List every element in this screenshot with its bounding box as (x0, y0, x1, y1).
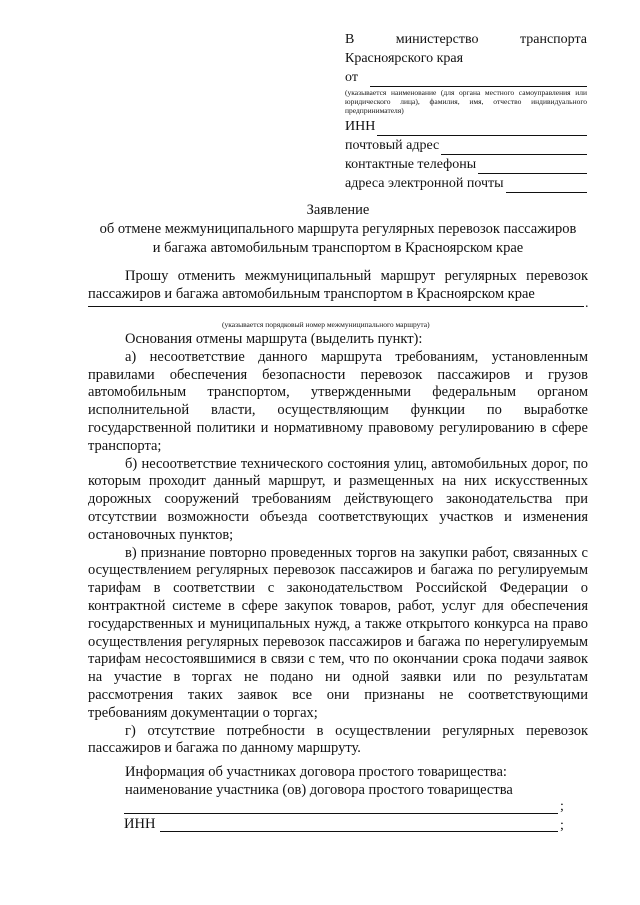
route-hint: (указывается порядковый номер межмуниципального маршрута) (222, 320, 430, 329)
participants-heading: Информация об участниках договора простого товарищества: (125, 764, 507, 780)
inn-row (345, 117, 587, 136)
ground-item-c: в) признание повторно проведенных торгов на закупки работ, связанных с осуществлением регулярных перевозок пассажиров и багажа по регулируемым тарифам в соответствии с законодательством Российской Федерации о контрактной системе в сфере закупок товаров, работ, услуг для обеспечения государственных и муниципальных нужд, а также открытого конкурса на право осуществления регулярных перевозок пассажиров и багажа по нерегулируемым тарифам несостоявшимися в связи с тем, что по окончании срока подачи заявок на участие в торгах не подано ни одной заявки или по результатам рассмотрения таких заявок все они признаны не соответствующими требованиям документации о торгах; (88, 544, 588, 721)
postal-label: почтовый адрес (345, 138, 440, 153)
from-field[interactable] (370, 73, 587, 87)
participant-inn-field[interactable] (160, 831, 558, 832)
name-semicolon: ; (560, 799, 564, 814)
route-number-field[interactable] (88, 306, 584, 307)
inn-label: ИНН (345, 119, 376, 134)
grounds-section (88, 331, 588, 758)
grounds-intro: Основания отмены маршрута (выделить пункт): (125, 331, 423, 347)
ground-item-b: б) несоответствие технического состояния улиц, автомобильных дорог, по которым проходит данный маршрут, и размещенных на них искусственных дорожных сооружений требованиям действующего законодательства при отсутствии возможности объезда соответствующих участков и изменения остановочных пунктов; (88, 455, 588, 543)
email-label: адреса электронной почты (345, 176, 504, 191)
phones-label: контактные телефоны (345, 157, 477, 172)
from-label: от (345, 70, 358, 85)
to-ministry: министерство (395, 32, 479, 47)
postal-row (345, 136, 587, 155)
email-field[interactable] (506, 179, 587, 193)
route-end-dot: . (585, 296, 589, 311)
region: Красноярского края (345, 51, 464, 66)
to-prefix: В (345, 32, 355, 47)
from-row (345, 68, 587, 87)
title-line-2: и багажа автомобильным транспортом в Красноярском крае (152, 240, 524, 256)
title-heading: Заявление (306, 202, 370, 218)
phones-row (345, 155, 587, 174)
request-paragraph (88, 268, 588, 304)
participant-name-field[interactable] (124, 813, 558, 814)
ground-item-a: а) несоответствие данного маршрута требованиям, установленным правилами обеспечения безопасности перевозок пассажиров и грузов автомобильным транспортом, утвержденными федеральным органом исполнительной власти, осуществляющим функции по выработке государственной политики и нормативному правовому регулированию в сфере транспорта; (88, 348, 588, 454)
participant-inn-label: ИНН (124, 816, 156, 832)
addressee-line (345, 30, 587, 49)
document-title (88, 201, 588, 258)
phones-field[interactable] (478, 160, 587, 174)
participants-section (88, 764, 588, 800)
title-line-1: об отмене межмуниципального маршрута регулярных перевозок пассажиров (99, 221, 577, 237)
participants-name-label: наименование участника (ов) договора простого товарищества (125, 781, 513, 798)
request-text: Прошу отменить межмуниципальный маршрут регулярных перевозок пассажиров и багажа автомобильным транспортом в Красноярском крае (88, 268, 588, 302)
inn-semicolon: ; (560, 818, 564, 833)
addressee-block (345, 30, 587, 193)
ground-item-d: г) отсутствие потребности в осуществлении регулярных перевозок пассажиров и багажа по данному маршруту. (88, 722, 588, 757)
from-hint: (указывается наименование (для органа местного самоуправления или юридического лица), фамилия, имя, отчество индивидуального предпринимателя) (345, 88, 587, 115)
email-row (345, 174, 587, 193)
inn-field[interactable] (377, 122, 587, 136)
to-transport: транспорта (519, 32, 587, 47)
postal-field[interactable] (441, 141, 587, 155)
